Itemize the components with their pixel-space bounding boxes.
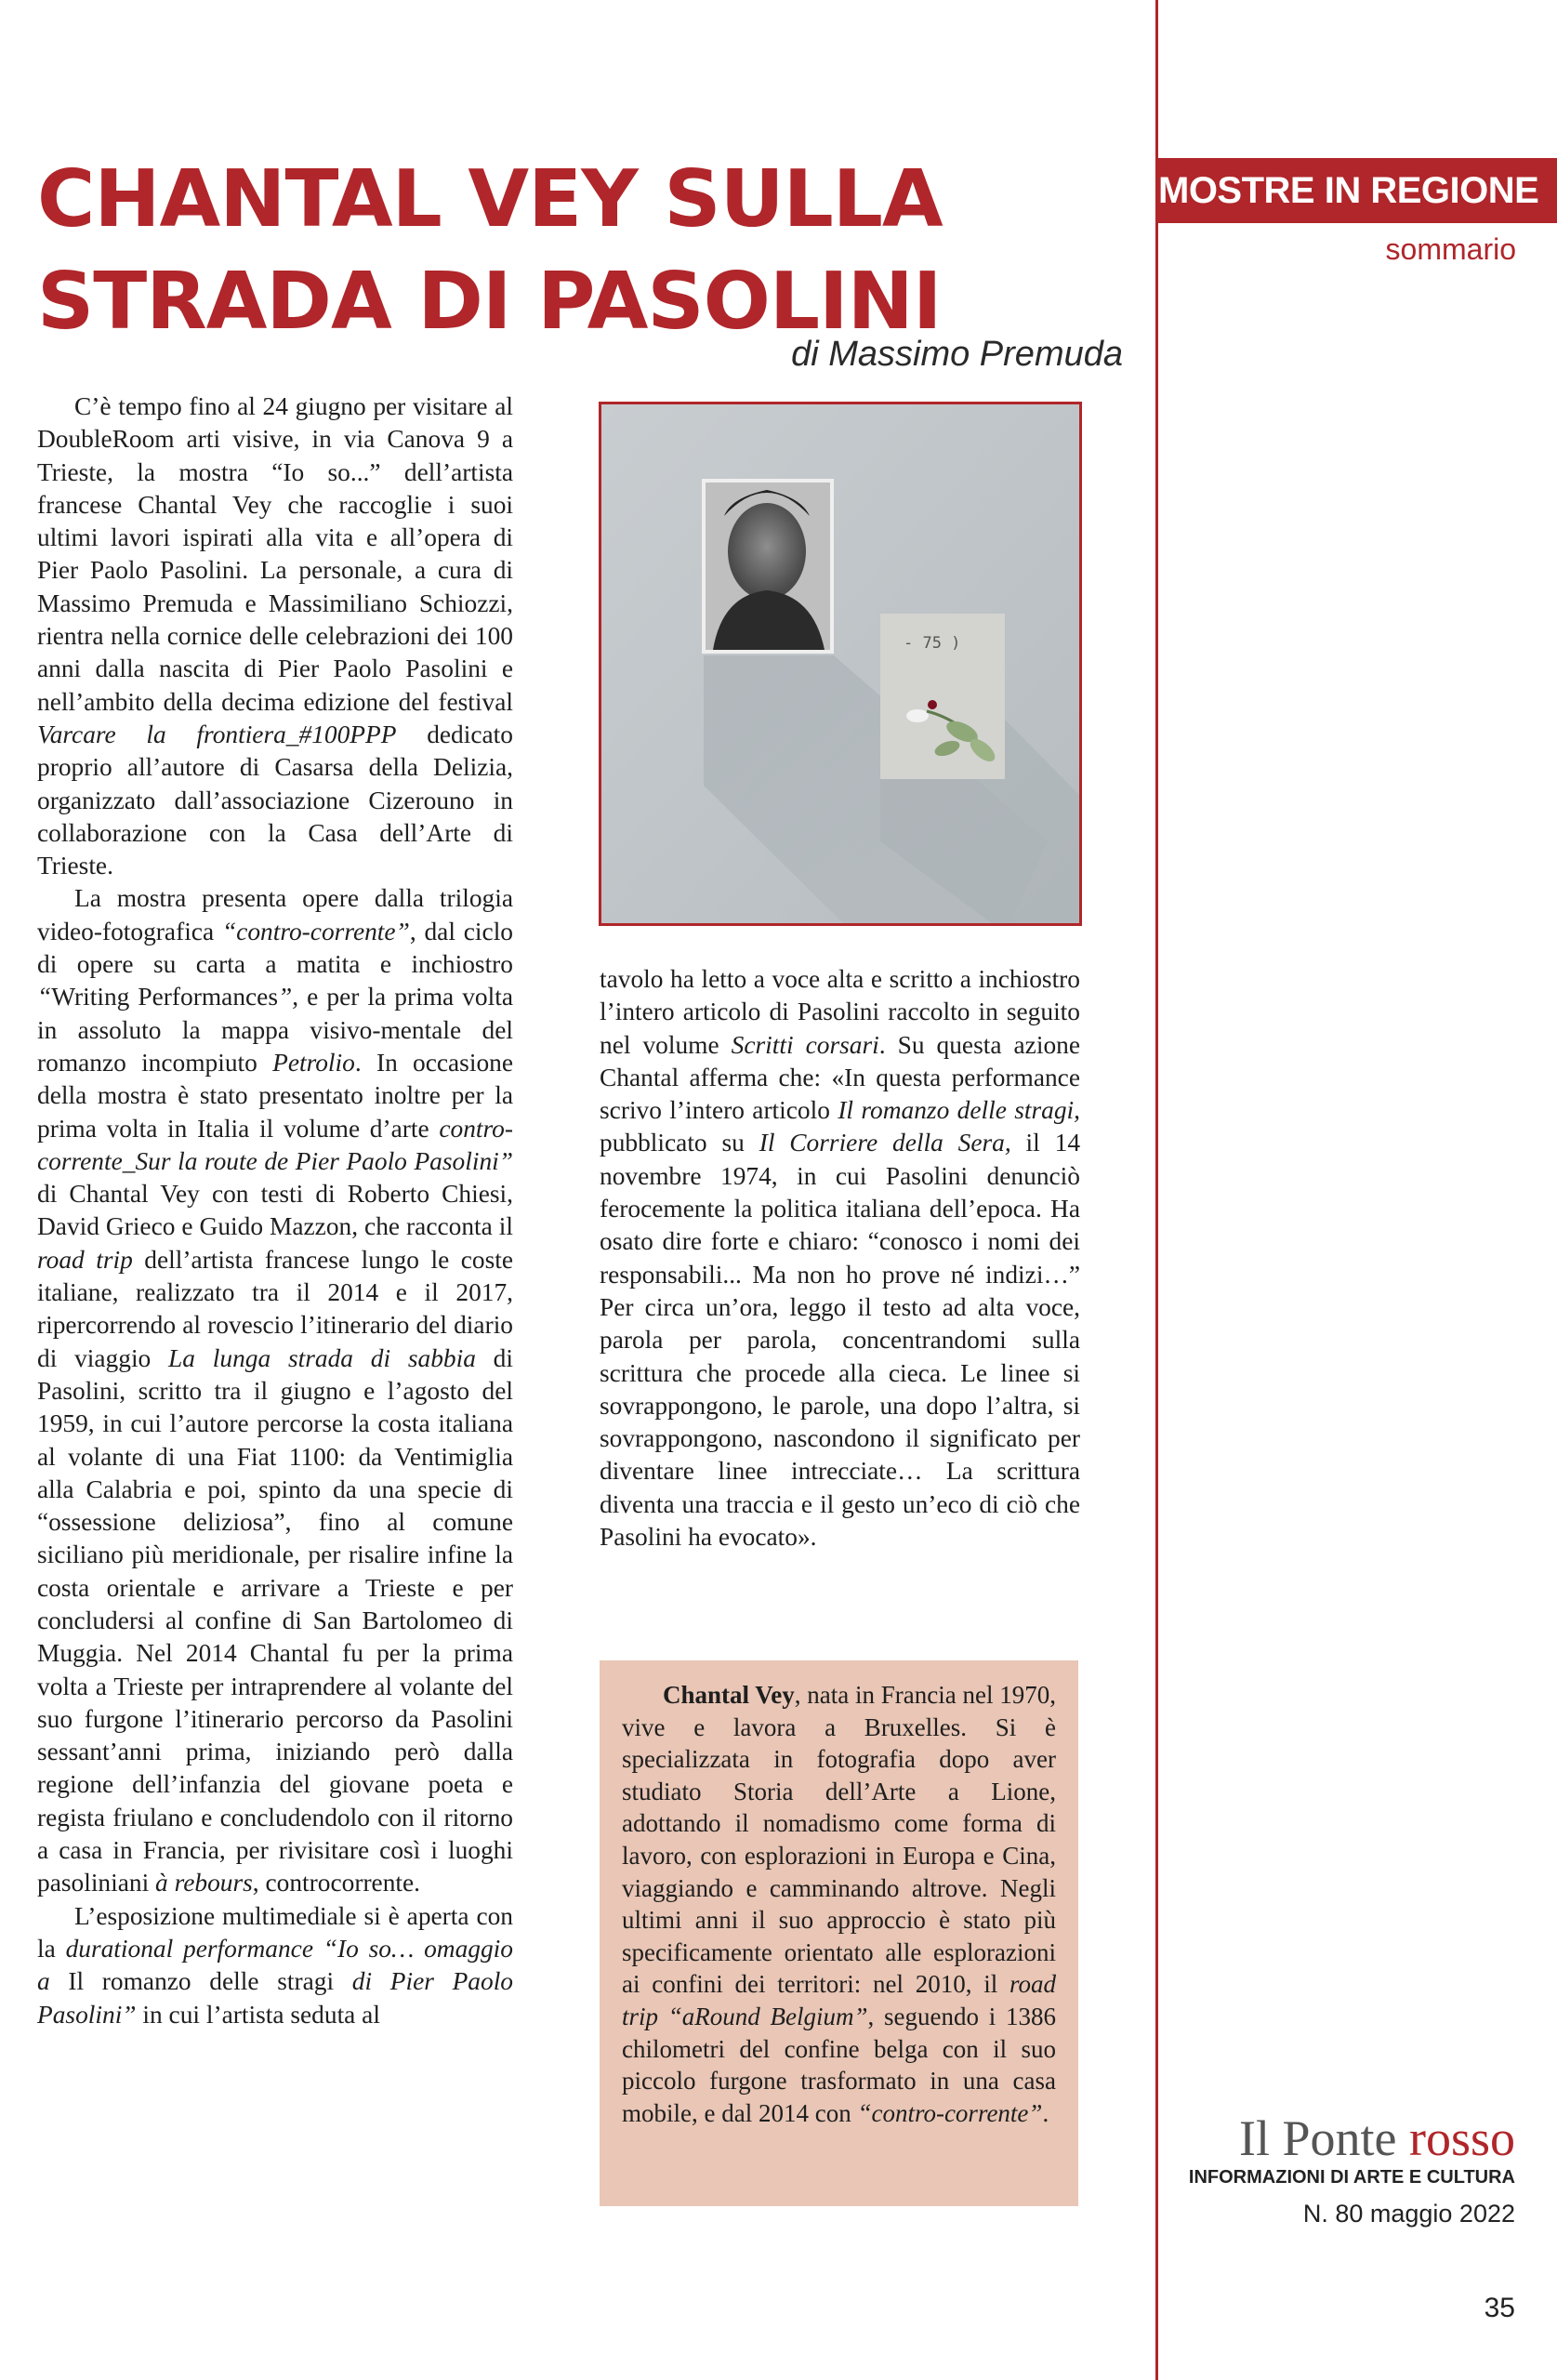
text-column-left xyxy=(37,390,513,2031)
italic-run: road trip xyxy=(37,1245,133,1274)
text-run: di Chantal Vey con testi di Roberto Chiesi, David Grieco e Guido Mazzon, che racconta il xyxy=(37,1180,513,1241)
italic-run: La lunga strada di sabbia xyxy=(168,1343,476,1372)
italic-run: di Pier Paolo Pasolini” xyxy=(37,1967,513,2029)
italic-run: Scritti corsari xyxy=(731,1030,879,1059)
paragraph xyxy=(37,1900,513,2031)
page-number: 35 xyxy=(1484,2293,1515,2323)
text-run: C’è tempo fino al 24 giugno per visitare al DoubleRoom arti visive, in via Canova 9 a Trieste, la mostra “Io so...” dell’artista francese Chantal Vey che raccoglie i suoi ultimi lavori ispirati alla vita e all’opera di Pier Paolo Pasolini. La personale, a cura di Massimo Premuda e Massimiliano Schiozzi, rientra nella cornice delle celebrazioni dei 100 anni dalla nascita di Pier Paolo Pasolini e nell’ambito della decima edizione del festival xyxy=(37,392,513,716)
article-title-line-1: CHANTAL VEY SULLA xyxy=(37,153,943,245)
issue-info: N. 80 maggio 2022 xyxy=(1302,2200,1515,2228)
italic-run: Petrolio xyxy=(272,1048,355,1077)
italic-run: “ xyxy=(37,983,52,1012)
text-run: dell’artista francese lungo le coste italiane, realizzato tra il 2014 e il 2017, ripercorrendo al rovescio l’itinerario del diario di viaggio xyxy=(37,1245,513,1372)
text-run: in cui l’artista seduta al xyxy=(136,2000,380,2029)
red-vertical-rule xyxy=(1155,0,1158,2380)
paragraph xyxy=(37,882,513,1899)
article-byline: di Massimo Premuda xyxy=(791,335,1123,374)
italic-run: “contro-corrente” xyxy=(221,917,410,945)
bold-run: Chantal Vey xyxy=(663,1681,795,1709)
article-title xyxy=(37,149,1115,353)
text-run: La mostra presenta opere dalla trilogia video-fotografica xyxy=(37,884,513,945)
text-run: , e per la prima volta in assoluto la mappa visivo-mentale del romanzo incompiuto xyxy=(37,983,513,1077)
text-run: tavolo ha letto a voce alta e scritto a inchiostro l’intero articolo di Pasolini raccolto in seguito nel volume xyxy=(600,965,1080,1059)
artist-bio-box xyxy=(600,1660,1078,2206)
logo-part-1: Il Ponte xyxy=(1238,2110,1397,2166)
summary-link[interactable]: sommario xyxy=(1385,232,1516,266)
italic-run: “contro-corrente” xyxy=(857,2098,1043,2127)
italic-run: durational performance “Io so… omaggio a xyxy=(37,1934,513,1996)
italic-run: à rebours xyxy=(155,1869,253,1897)
article-title-line-2: STRADA DI PASOLINI xyxy=(37,256,942,348)
section-header: MOSTRE IN REGIONE xyxy=(1158,158,1557,223)
text-run: . xyxy=(1042,2098,1049,2127)
italic-run: Il Corriere della Sera, xyxy=(759,1129,1011,1157)
italic-run: ” xyxy=(278,983,293,1012)
italic-run: Il romanzo delle stragi, xyxy=(838,1096,1080,1125)
artwork-photo-illustration xyxy=(601,404,1079,923)
text-run: , dal ciclo di opere su carta a matita e inchiostro xyxy=(37,917,513,979)
text-run: Il romanzo delle stragi xyxy=(49,1967,352,1996)
logo-part-2: rosso xyxy=(1408,2110,1515,2166)
text-run: L’esposizione multimediale si è aperta con la xyxy=(37,1901,513,1963)
text-column-right xyxy=(600,963,1080,1554)
logo-tagline: INFORMAZIONI DI ARTE E CULTURA xyxy=(1188,2167,1515,2188)
text-run: pubblicato su xyxy=(600,1129,759,1157)
text-run: di Pasolini, scritto tra il giugno e l’agosto del 1959, in cui l’autore percorse la costa italiana al volante di una Fiat 1100: da Ventimiglia alla Calabria e poi, spinto da una specie di “ossessione deliziosa”, fino al comune siciliano più meridionale, per risalire infine la costa orientale e arrivare a Trieste e per concludersi al confine di San Bartolomeo di Muggia. Nel 2014 Chantal fu per la prima volta a Trieste per intraprendere al volante del suo furgone l’itinerario percorso da Pasolini sessant’anni prima, iniziando però dalla regione dell’infanzia del giovane poeta e regista friulano e concludendolo con il ritorno a casa in Francia, per rivisitare così i luoghi pasoliniani xyxy=(37,1343,513,1897)
text-run: Writing Performances xyxy=(51,983,278,1012)
artist-bio-text xyxy=(622,1679,1056,2129)
paragraph xyxy=(37,390,513,882)
text-run: , controcorrente. xyxy=(252,1869,421,1897)
tile-label: - 75 ) xyxy=(904,634,961,653)
logo-wordmark xyxy=(1162,2110,1515,2166)
text-run: . Su questa azione Chantal afferma che: «In questa performance scrivo l’intero articolo xyxy=(600,1030,1080,1125)
italic-run: contro-corrente_Sur la route de Pier Paolo Pasolini” xyxy=(37,1114,513,1175)
magazine-logo xyxy=(1162,2110,1515,2188)
artwork-photo xyxy=(599,402,1082,926)
text-run: . In occasione della mostra è stato presentato inoltre per la prima volta in Italia il volume d’arte xyxy=(37,1048,513,1143)
text-run: , nata in Francia nel 1970, vive e lavora a Bruxelles. Si è specializzata in fotografia dopo aver studiato Storia dell’Arte a Lione, adottando il nomadismo come forma di lavoro, con esplorazioni in Europa e Cina, viaggiando e camminando altrove. Negli ultimi anni il suo approccio è stato più specificamente orientato alle esplorazioni ai confini dei territori: nel 2010, il xyxy=(622,1681,1056,1999)
text-run: il 14 novembre 1974, in cui Pasolini denunciò ferocemente la politica italiana dell’epoca. Ha osato dire forte e chiaro: “conosco i nomi dei responsabili... Ma non ho prove né indizi…” Per circa un’ora, leggo il testo ad alta voce, parola per parola, concentrandomi sulla scrittura che procede alla cieca. Le linee si sovrappongono, le parole, una dopo l’altra, si sovrappongono, nascondono il significato per diventare linee intrecciate… La scrittura diventa una traccia e il gesto un’eco di ciò che Pasolini ha evocato». xyxy=(600,1129,1081,1552)
text-run: dedicato proprio all’autore di Casarsa della Delizia, organizzato dall’associazione Cizerouno in collaborazione con la Casa dell’Arte di Trieste. xyxy=(37,720,513,880)
paragraph xyxy=(600,963,1080,1554)
italic-run: road trip “aRound Belgium” xyxy=(622,1970,1056,2030)
text-run: , seguendo i 1386 chilometri del confine belga con il suo piccolo furgone trasformato in una casa mobile, e dal 2014 con xyxy=(622,2002,1056,2127)
italic-run: Varcare la frontiera_#100PPP xyxy=(37,720,397,748)
